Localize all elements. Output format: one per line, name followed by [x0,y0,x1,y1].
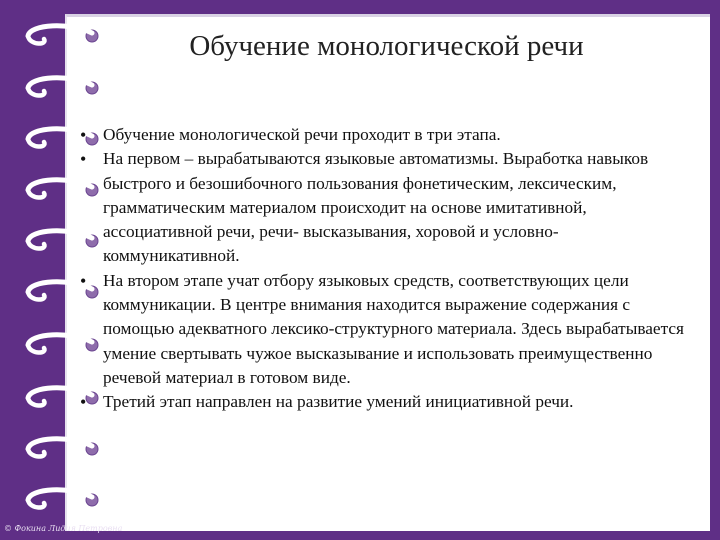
bullet-marker: • [80,149,87,170]
bullet-list [78,123,694,415]
bullet-text: Обучение монологической речи проходит в три этапа. [103,125,501,144]
bullet-text: Третий этап направлен на развитие умений инициативной речи. [103,392,574,412]
notebook-ring-icon [28,439,98,457]
bullet-item [78,390,694,414]
notebook-ring-icon [28,78,98,96]
bullet-marker: • [80,125,87,145]
bullet-item [78,269,694,390]
slide-title: Обучение монологической речи [189,30,584,62]
bullet-text: На втором этапе учат отбору языковых средств, соответствующих цели коммуникации. В центре внимания находится выражение содержания с помощью адекватного лексико-структурного материала. Здесь вырабатывается умение свертывать чужое высказывание и использовать преимущественно речевой материал в готовом виде. [103,270,684,387]
bullet-item [78,147,694,268]
notebook-ring-icon [28,490,98,508]
bullet-marker: • [80,392,87,413]
copyright-footer: © Фокина Лидия Петровна [4,524,123,533]
bullet-marker: • [80,270,87,291]
bullet-item [78,123,694,147]
bullet-text: На первом – вырабатываются языковые автоматизмы. Выработка навыков быстрого и безошибочного пользования фонетическим, лексическим, грамматическим материалом происходит на основе имитативной, ассоциативной речи, речи- высказывания, хоровой и условно-коммуникативной. [103,149,649,266]
